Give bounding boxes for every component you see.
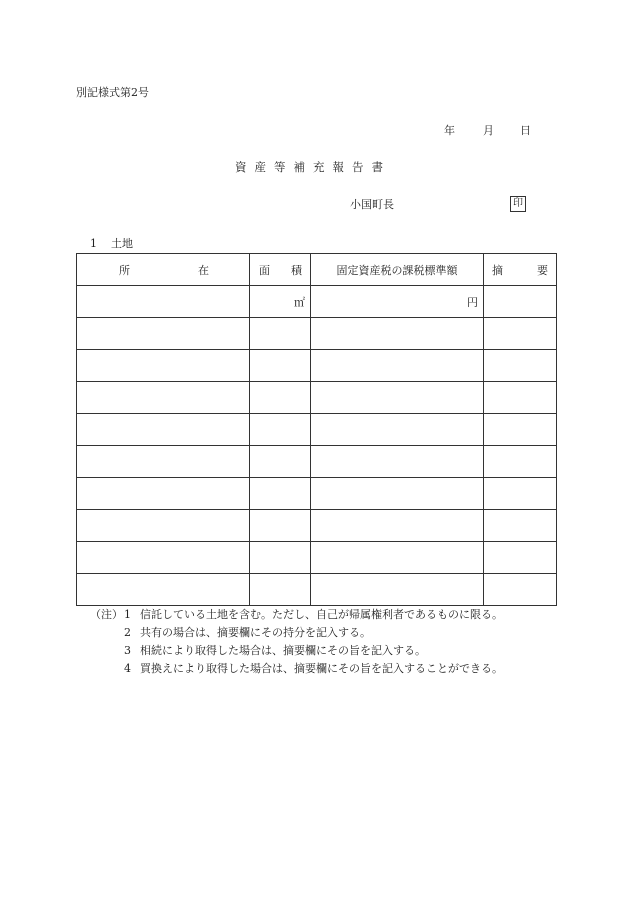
area-cell[interactable] [250, 542, 311, 574]
table-row [77, 350, 557, 382]
location-cell[interactable] [77, 382, 250, 414]
area-cell[interactable] [250, 318, 311, 350]
remarks-cell[interactable] [484, 478, 557, 510]
tax-base-cell[interactable] [311, 286, 484, 318]
land-table [76, 253, 557, 606]
tax-base-cell[interactable] [311, 446, 484, 478]
remarks-cell[interactable] [484, 446, 557, 478]
tax-base-cell[interactable] [311, 350, 484, 382]
tax-base-cell[interactable] [311, 382, 484, 414]
date-line [444, 125, 531, 136]
location-cell[interactable] [77, 478, 250, 510]
document-title: 資産等補充報告書 [235, 160, 391, 174]
location-cell[interactable] [77, 350, 250, 382]
area-cell[interactable] [250, 350, 311, 382]
table-row [77, 574, 557, 606]
header-remarks: 摘 要 [484, 254, 557, 286]
remarks-cell[interactable] [484, 350, 557, 382]
table-row [77, 414, 557, 446]
table-row [77, 542, 557, 574]
table-row [77, 510, 557, 542]
header-area: 面 積 [250, 254, 311, 286]
remarks-cell[interactable] [484, 286, 557, 318]
remarks-cell[interactable] [484, 542, 557, 574]
remarks-cell[interactable] [484, 318, 557, 350]
tax-base-cell[interactable] [311, 574, 484, 606]
addressee: 小国町長 [350, 198, 394, 211]
seal-mark: 印 [510, 196, 526, 212]
form-number: 別記様式第2号 [76, 86, 149, 99]
remarks-cell[interactable] [484, 414, 557, 446]
month-label: 月 [483, 124, 494, 137]
area-cell[interactable] [250, 382, 311, 414]
location-cell[interactable] [77, 446, 250, 478]
location-cell[interactable] [77, 510, 250, 542]
location-cell[interactable] [77, 414, 250, 446]
tax-base-cell[interactable] [311, 510, 484, 542]
remarks-cell[interactable] [484, 574, 557, 606]
tax-base-cell[interactable] [311, 414, 484, 446]
table-row [77, 478, 557, 510]
table-header-row [77, 254, 557, 286]
section-number: 1 [90, 237, 97, 250]
area-cell[interactable] [250, 574, 311, 606]
tax-base-unit: 円 [467, 295, 478, 309]
section-heading [90, 238, 133, 249]
area-cell[interactable] [250, 478, 311, 510]
area-cell[interactable] [250, 510, 311, 542]
header-location: 所 在 [77, 254, 250, 286]
remarks-cell[interactable] [484, 510, 557, 542]
tax-base-cell[interactable] [311, 478, 484, 510]
header-tax-base: 固定資産税の課税標準額 [311, 254, 484, 286]
year-label: 年 [444, 124, 455, 137]
location-cell[interactable] [77, 542, 250, 574]
location-cell[interactable] [77, 318, 250, 350]
tax-base-cell[interactable] [311, 542, 484, 574]
tax-base-cell[interactable] [311, 318, 484, 350]
area-cell[interactable] [250, 286, 311, 318]
table-row [77, 286, 557, 318]
remarks-cell[interactable] [484, 382, 557, 414]
table-row [77, 446, 557, 478]
section-title: 土地 [111, 237, 133, 250]
notes-label: （注） [90, 608, 123, 621]
table-row [77, 382, 557, 414]
location-cell[interactable] [77, 286, 250, 318]
location-cell[interactable] [77, 574, 250, 606]
table-row [77, 318, 557, 350]
day-label: 日 [520, 124, 531, 137]
area-unit: ㎡ [294, 295, 305, 309]
area-cell[interactable] [250, 414, 311, 446]
area-cell[interactable] [250, 446, 311, 478]
